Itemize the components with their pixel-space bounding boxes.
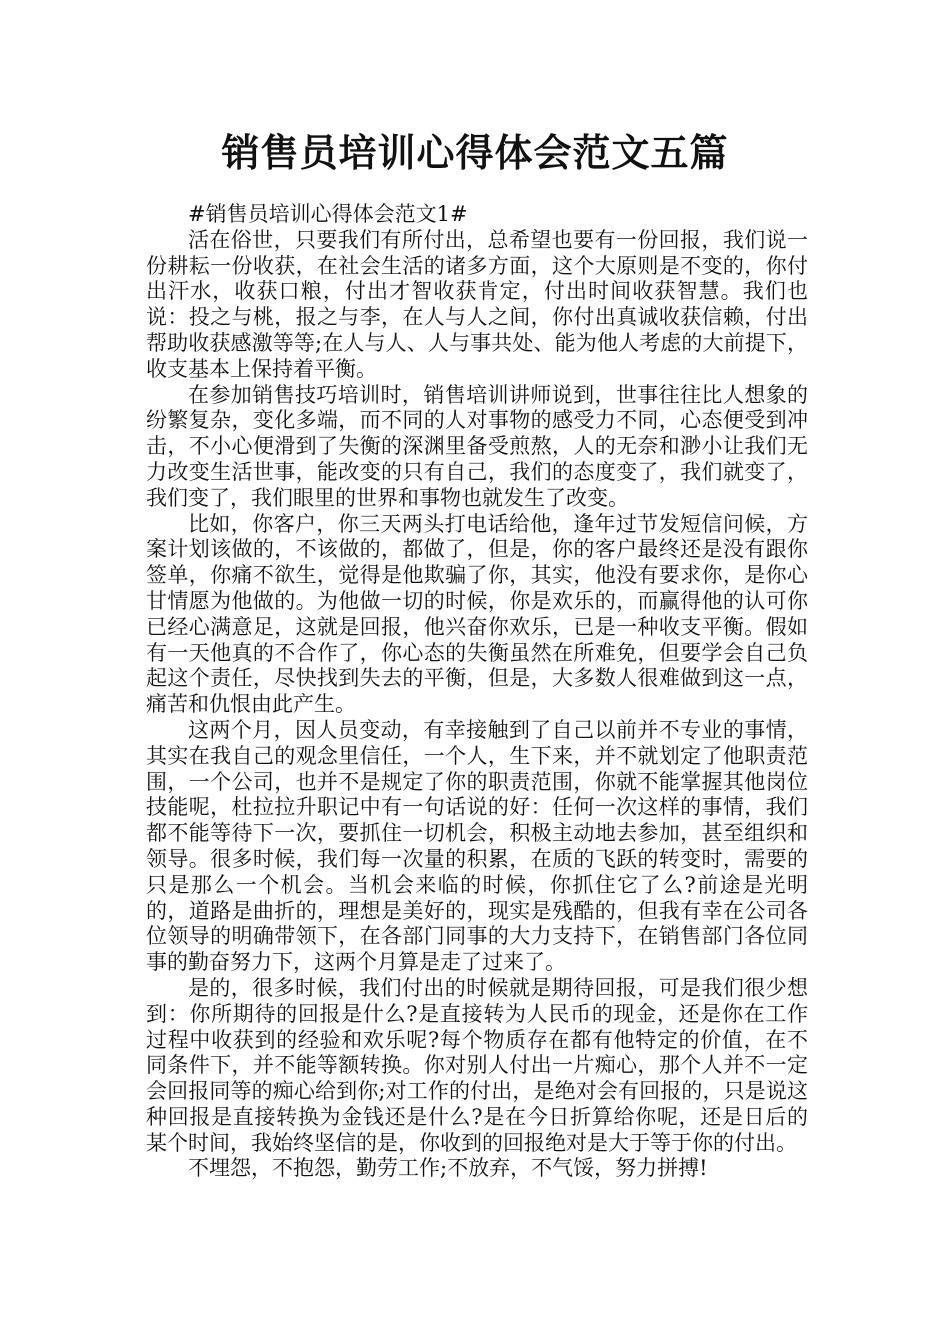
paragraph-3: 比如，你客户，你三天两头打电话给他，逢年过节发短信问候，方案计划该做的，不该做的，都做了，但是，你的客户最终还是没有跟你签单，你痛不欲生，觉得是他欺骗了你，其实，他没有要求你，是你心甘情愿为他做的。为他做一切的时候，你是欢乐的，而赢得他的认可你已经心满意足，这就是回报，他兴奋你欢乐，已是一种收支平衡。假如有一天他真的不合作了，你心态的失衡虽然在所难免，但要学会自己负起这个责任，尽快找到失去的平衡，但是，大多数人很难做到这一点，痛苦和仇恨由此产生。 [146,511,808,717]
section-heading: #销售员培训心得体会范文1# [188,202,468,226]
paragraph-5: 是的，很多时候，我们付出的时候就是期待回报，可是我们很少想到：你所期待的回报是什么?是直接转为人民币的现金，还是你在工作过程中收获到的经验和欢乐呢?每个物质存在都有他特定的价值，在不同条件下，并不能等额转换。你对别人付出一片痴心，那个人并不一定会回报同等的痴心给到你;对工作的付出，是绝对会有回报的，只是说这种回报是直接转换为金钱还是什么?是在今日折算给你呢，还是日后的某个时间，我始终坚信的是，你收到的回报绝对是大于等于你的付出。 [146,975,808,1155]
document-body [146,202,808,1182]
document-title: 销售员培训心得体会范文五篇 [221,131,729,175]
paragraph-6: 不埋怨，不抱怨，勤劳工作;不放弃，不气馁，努力拼搏! [188,1156,708,1181]
paragraph-1: 活在俗世，只要我们有所付出，总希望也要有一份回报，我们说一份耕耘一份收获，在社会生活的诸多方面，这个大原则是不变的，你付出汗水，收获口粮，付出才智收获肯定，付出时间收获智慧。我们也说：投之与桃，报之与李，在人与人之间，你付出真诚收获信赖，付出帮助收获感激等等;在人与人、人与事共处、能为他人考虑的大前提下，收支基本上保持着平衡。 [146,227,808,381]
paragraph-4: 这两个月，因人员变动，有幸接触到了自己以前并不专业的事情，其实在我自己的观念里信任，一个人，生下来，并不就划定了他职责范围，一个公司，也并不是规定了你的职责范围，你就不能掌握其他岗位技能呢，杜拉拉升职记中有一句话说的好：任何一次这样的事情，我们都不能等待下一次，要抓住一切机会，积极主动地去参加，甚至组织和领导。很多时候，我们每一次量的积累，在质的飞跃的转变时，需要的只是那么一个机会。当机会来临的时候，你抓住它了么?前途是光明的，道路是曲折的，理想是美好的，现实是残酷的，但我有幸在公司各位领导的明确带领下，在各部门同事的大力支持下，在销售部门各位同事的勤奋努力下，这两个月算是走了过来了。 [146,717,808,975]
paragraph-2: 在参加销售技巧培训时，销售培训讲师说到，世事往往比人想象的纷繁复杂，变化多端，而不同的人对事物的感受力不同，心态便受到冲击，不小心便滑到了失衡的深渊里备受煎熬，人的无奈和渺小让我们无力改变生活世事，能改变的只有自己，我们的态度变了，我们就变了，我们变了，我们眼里的世界和事物也就发生了改变。 [146,382,808,510]
